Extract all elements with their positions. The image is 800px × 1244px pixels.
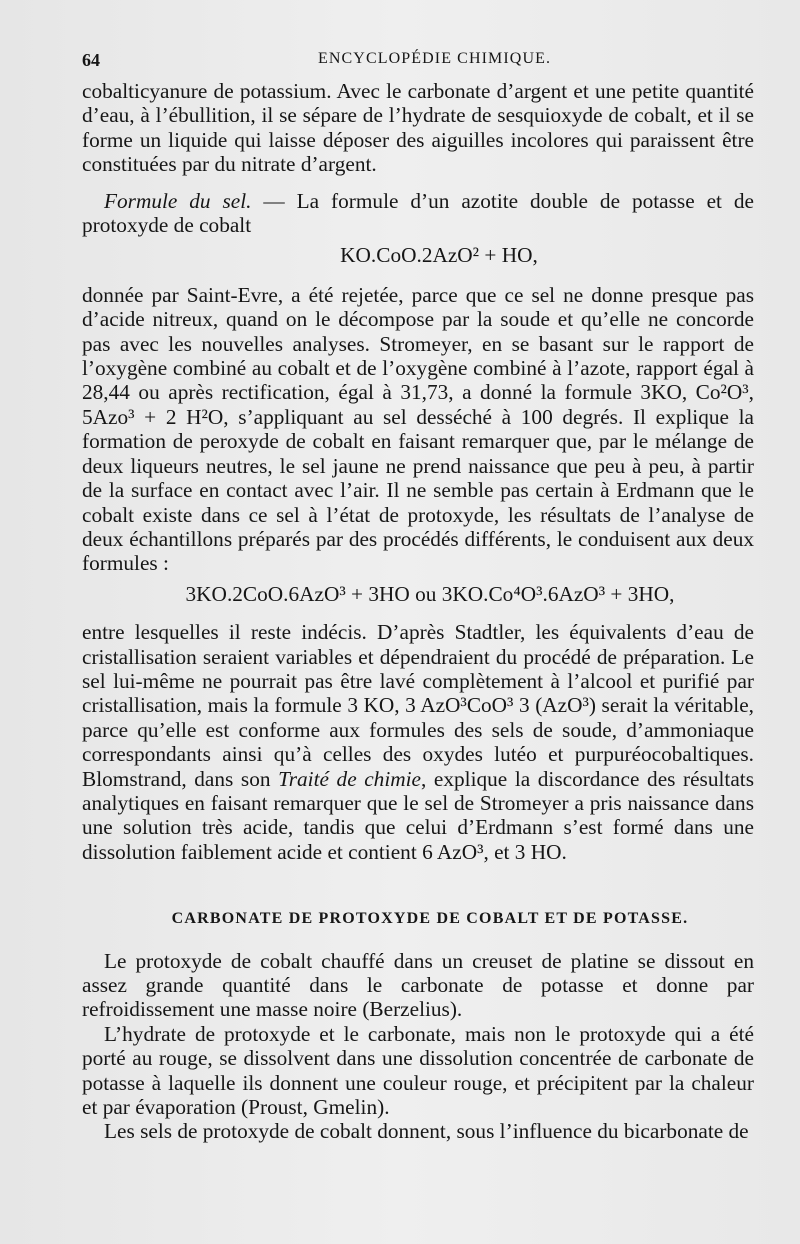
paragraph-3-part-2: , explique la discordance des résultats analytiques en faisant remarquer que le sel de Stromeyer a pris naissance dans une solution très acide, tandis que celui d’Erdmann s’est formé dans une dissolution faiblement acide et contient 6 AzO³, et 3 HO. [82, 766, 754, 864]
book-title: Traité de chimie [278, 766, 421, 791]
paragraph-3-part-1: entre lesquelles il reste indécis. D’après Stadtler, les équivalents d’eau de cristallisation seraient variables et dépendraient du procédé de préparation. Le sel lui-même ne pourrait pas être lavé complètement à l’alcool et purifié par cristallisation, mais la formule 3 KO, 3 AzO³CoO³ 3 (AzO³) serait la véritable, parce qu’elle est conforme aux formules des sels de soude, d’ammoniaque correspondants ainsi qu’à celles des oxydes lutéo et purpuréocobaltiques. Blomstrand, dans son [82, 620, 754, 791]
section-heading: CARBONATE DE PROTOXYDE DE COBALT ET DE POTASSE. [171, 910, 689, 928]
main-text [82, 79, 754, 1144]
paragraph-3 [82, 620, 754, 864]
formula-label: Formule du sel. [104, 188, 252, 213]
page-number: 64 [82, 50, 100, 70]
paragraph-1: cobalticyanure de potassium. Avec le carbonate d’argent et une petite quantité d’eau, à l’ébullition, il se sépare de l’hydrate de sesquioxyde de cobalt, et il se forme un liquide qui laisse déposer des aiguilles incolores qui paraissent être constituées par du nitrate d’argent. [82, 79, 754, 177]
formula-2: 3KO.2CoO.6AzO³ + 3HO ou 3KO.Co⁴O³.6AzO³ + 3HO, [185, 581, 675, 606]
formula-introduction-text: — La formule d’un azotite double de potasse et de protoxyde de cobalt [82, 188, 754, 238]
paragraph-4: Le protoxyde de cobalt chauffé dans un creuset de platine se dissout en assez grande quantité dans le carbonate de potasse et donne par refroidissement une masse noire (Berzelius). [82, 948, 754, 1022]
paragraph-5: L’hydrate de protoxyde et le carbonate, mais non le protoxyde qui a été porté au rouge, se dissolvent dans une dissolution concentrée de carbonate de potasse à laquelle ils donnent une couleur rouge, et précipitent par la chaleur et par évaporation (Proust, Gmelin). [82, 1021, 754, 1120]
paragraph-2: donnée par Saint-Evre, a été rejetée, parce que ce sel ne donne presque pas d’acide nitreux, quand on le décompose par la soude et qu’elle ne concorde pas avec les nouvelles analyses. Stromeyer, en se basant sur le rapport de l’oxygène combiné au cobalt et de l’oxygène combiné à l’azote, rapport égal à 28,44 ou après rectification, égal à 31,73, a donné la formule 3KO, Co²O³, 5Azo³ + 2 H²O, s’appliquant au sel desséché à 100 degrés. Il explique la formation de peroxyde de cobalt en faisant remarquer que, par le mélange de deux liqueurs neutres, le sel jaune ne prend naissance que peu à peu, à partir de la surface en contact avec l’air. Il ne semble pas certain à Erdmann que le cobalt existe dans ce sel à l’état de protoxyde, les résultats de l’analyse de deux échantillons préparés par des procédés différents, le conduisent aux deux formules : [82, 282, 754, 576]
formula-1: KO.CoO.2AzO² + HO, [340, 243, 538, 268]
formula-introduction [82, 189, 754, 238]
running-title: ENCYCLOPÉDIE CHIMIQUE. [318, 50, 552, 67]
page-header [82, 50, 766, 74]
paragraph-6: Les sels de protoxyde de cobalt donnent, sous l’influence du bicarbonate de [104, 1119, 749, 1144]
